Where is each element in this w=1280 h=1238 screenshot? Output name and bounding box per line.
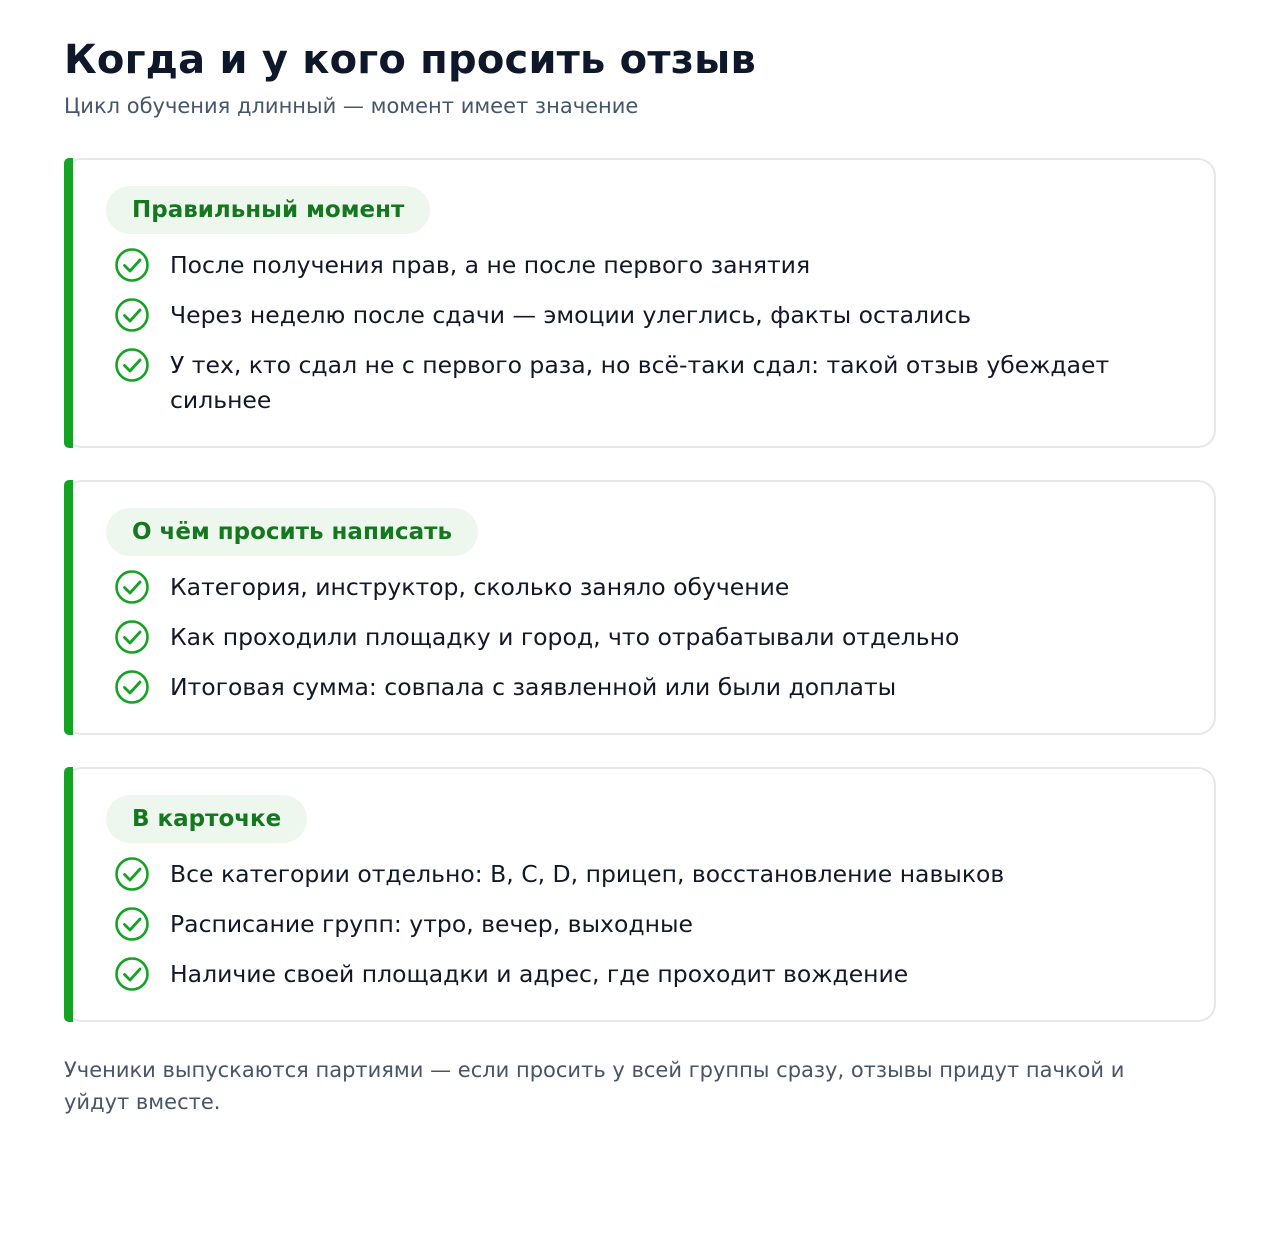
card-list (64, 158, 1216, 1022)
footnote: Ученики выпускаются партиями — если просить у всей группы сразу, отзывы придут пачкой и уйдут вместе. (64, 1058, 1125, 1114)
list-item-text: После получения прав, а не после первого занятия (170, 251, 811, 279)
list-item-text: Через неделю после сдачи — эмоции улеглись, факты остались (170, 301, 972, 329)
check-circle-icon (114, 956, 150, 992)
list-item-text: Итоговая сумма: совпала с заявленной или были доплаты (170, 673, 897, 701)
check-circle-icon (114, 619, 150, 655)
checklist (106, 570, 1174, 705)
card-accent-bar (64, 480, 73, 735)
list-item (106, 570, 1174, 605)
card-tag: О чём просить написать (106, 508, 478, 556)
check-circle-icon (114, 347, 150, 383)
card-what-to-write (64, 480, 1216, 735)
list-item-text: Наличие своей площадки и адрес, где проходит вождение (170, 960, 909, 988)
card-accent-bar (64, 767, 73, 1022)
check-circle-icon (114, 669, 150, 705)
page (64, 36, 1216, 1118)
list-item (106, 298, 1174, 333)
page-subtitle: Цикл обучения длинный — момент имеет значение (64, 94, 639, 118)
list-item (106, 248, 1174, 283)
list-item (106, 957, 1174, 992)
list-item-text: Расписание групп: утро, вечер, выходные (170, 910, 693, 938)
card-tag: В карточке (106, 795, 307, 843)
card-tag: Правильный момент (106, 186, 430, 234)
list-item-text: У тех, кто сдал не с первого раза, но всё-таки сдал: такой отзыв убеждает сильнее (170, 351, 1110, 414)
list-item (106, 907, 1174, 942)
check-circle-icon (114, 297, 150, 333)
check-circle-icon (114, 856, 150, 892)
list-item (106, 857, 1174, 892)
list-item-text: Категория, инструктор, сколько заняло обучение (170, 573, 790, 601)
list-item (106, 620, 1174, 655)
checklist (106, 248, 1174, 418)
check-circle-icon (114, 247, 150, 283)
list-item (106, 348, 1174, 418)
list-item (106, 670, 1174, 705)
check-circle-icon (114, 906, 150, 942)
checklist (106, 857, 1174, 992)
list-item-text: Как проходили площадку и город, что отрабатывали отдельно (170, 623, 960, 651)
card-right-moment (64, 158, 1216, 448)
check-circle-icon (114, 569, 150, 605)
card-accent-bar (64, 158, 73, 448)
card-in-profile (64, 767, 1216, 1022)
list-item-text: Все категории отдельно: B, C, D, прицеп, восстановление навыков (170, 860, 1005, 888)
page-title: Когда и у кого просить отзыв (64, 37, 757, 83)
